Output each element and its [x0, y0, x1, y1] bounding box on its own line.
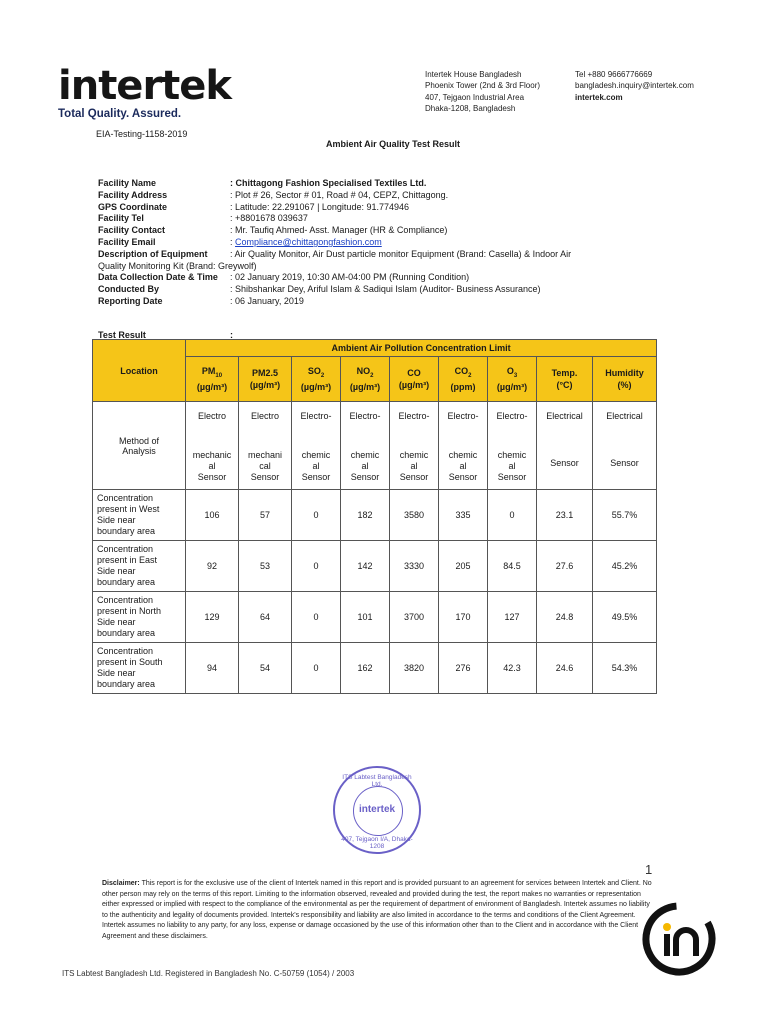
method-line: Electrical [546, 410, 583, 421]
info-value: : 02 January 2019, 10:30 AM-04:00 PM (Running Condition) [230, 272, 470, 283]
location-line: boundary area [97, 526, 156, 536]
band-header: Ambient Air Pollution Concentration Limit [186, 340, 657, 357]
method-cell [488, 402, 537, 490]
info-value: : Latitude: 22.291067 | Longitude: 91.774946 [230, 201, 409, 212]
info-label: Facility Email [98, 236, 156, 247]
column-subscript: 3 [513, 372, 518, 379]
location-line: Concentration [97, 493, 154, 503]
company-address [425, 69, 540, 114]
facility-email-link[interactable]: Compliance@chittagongfashion.com [235, 236, 382, 247]
location-line: Concentration [97, 595, 154, 605]
column-name: O [506, 365, 514, 376]
tagline: Total Quality. Assured. [58, 108, 182, 120]
method-line: al [312, 460, 320, 471]
column-unit: (µg/m³) [300, 382, 332, 393]
value-cell: 142 [341, 541, 390, 592]
info-row-email [98, 237, 658, 249]
value-cell: 92 [186, 541, 239, 592]
method-line: Electro- [447, 410, 479, 421]
value-cell: 57 [239, 490, 292, 541]
info-row-facility-name [98, 178, 658, 190]
info-value-continued: Quality Monitoring Kit (Brand: Greywolf) [98, 260, 257, 271]
method-line: Electrical [606, 410, 643, 421]
method-line: Sensor [448, 471, 478, 482]
column-unit: (µg/m³) [349, 382, 381, 393]
method-cell-text [392, 409, 436, 483]
column-header [439, 357, 488, 402]
method-line-group [294, 450, 338, 483]
method-line-group [441, 450, 485, 483]
page-number: 1 [645, 862, 653, 877]
column-header [186, 357, 239, 402]
column-unit: (°C) [556, 380, 573, 390]
seal-center-text: intertek [358, 804, 396, 815]
method-label-line: Analysis [122, 445, 156, 456]
value-cell: 49.5% [593, 592, 657, 643]
method-line: al [208, 460, 216, 471]
info-row-collection [98, 272, 658, 284]
table-body [93, 402, 657, 694]
column-unit: (µg/m³) [196, 382, 228, 393]
column-name: CO [454, 365, 469, 376]
location-line: boundary area [97, 577, 156, 587]
value-cell: 129 [186, 592, 239, 643]
info-row-contact [98, 225, 658, 237]
method-line: Electro [250, 410, 279, 421]
info-label: Facility Tel [98, 213, 144, 224]
company-tel: Tel +880 9666776669 [575, 70, 653, 79]
method-row [93, 402, 657, 490]
location-line: present in North [97, 606, 162, 616]
column-name: PM2.5 [251, 368, 278, 378]
value-cell: 54.3% [593, 643, 657, 694]
value-cell: 3700 [390, 592, 439, 643]
column-header [341, 357, 390, 402]
method-line: chemic [448, 449, 478, 460]
address-line: 407, Tejgaon Industrial Area [425, 92, 525, 102]
value-cell: 24.8 [537, 592, 593, 643]
intertek-in-badge-icon [640, 900, 718, 978]
column-unit: (µg/m³) [496, 382, 528, 393]
method-cell [186, 402, 239, 490]
report-reference: EIA-Testing-1158-2019 [96, 129, 188, 139]
location-cell [93, 490, 186, 541]
value-cell: 170 [439, 592, 488, 643]
method-line: al [361, 460, 369, 471]
column-name: Temp. [551, 368, 578, 378]
info-value: : Chittagong Fashion Specialised Textiles Ltd. [230, 178, 427, 188]
method-cell-text [441, 409, 485, 483]
method-line: chemic [301, 449, 331, 460]
info-label: Facility Address [98, 189, 168, 200]
test-result-colon: : [230, 330, 233, 340]
column-unit: (µg/m³) [249, 380, 281, 390]
location-line: boundary area [97, 679, 156, 689]
column-header [537, 357, 593, 402]
value-cell: 55.7% [593, 490, 657, 541]
value-cell: 276 [439, 643, 488, 694]
value-cell: 0 [292, 490, 341, 541]
value-cell: 127 [488, 592, 537, 643]
table-row [93, 643, 657, 694]
method-cell [439, 402, 488, 490]
method-line: al [459, 460, 467, 471]
info-row-conducted [98, 284, 658, 296]
method-line: Electro- [349, 410, 381, 421]
info-label: GPS Coordinate [98, 201, 168, 212]
location-line: Side near [97, 668, 136, 678]
location-line: Concentration [97, 544, 154, 554]
value-cell: 0 [292, 592, 341, 643]
disclaimer [102, 879, 656, 942]
location-line: Side near [97, 515, 136, 525]
address-line: Dhaka-1208, Bangladesh [425, 103, 516, 113]
test-result-label: Test Result [98, 330, 146, 340]
location-line: present in East [97, 555, 158, 565]
method-line: chemic [399, 449, 429, 460]
column-header [292, 357, 341, 402]
method-cell-text [595, 409, 654, 483]
location-cell [93, 541, 186, 592]
info-value: : Plot # 26, Sector # 01, Road # 04, CEPZ, Chittagong. [230, 189, 449, 200]
info-label: Reporting Date [98, 295, 163, 306]
info-row-facility-address [98, 190, 658, 202]
method-cell [593, 402, 657, 490]
info-label: Conducted By [98, 284, 160, 295]
value-cell: 182 [341, 490, 390, 541]
info-label: Data Collection Date & Time [98, 272, 218, 283]
seal-ring-bottom-text: 407, Tejgaon I/A, Dhaka-1208 [341, 836, 413, 850]
table-header-band [93, 340, 657, 357]
column-subscript: 2 [370, 372, 374, 379]
method-line: Sensor [301, 471, 331, 482]
location-line: present in South [97, 657, 163, 667]
method-cell-text [294, 409, 338, 483]
value-cell: 3580 [390, 490, 439, 541]
method-line: mechanic [192, 449, 232, 460]
value-cell: 0 [488, 490, 537, 541]
location-cell [93, 592, 186, 643]
method-cell [537, 402, 593, 490]
value-cell: 0 [292, 541, 341, 592]
location-line: Side near [97, 617, 136, 627]
method-line: Sensor [610, 457, 639, 468]
column-name: PM [201, 365, 216, 376]
value-cell: 45.2% [593, 541, 657, 592]
value-cell: 335 [439, 490, 488, 541]
info-row-equipment [98, 249, 658, 261]
method-cell [390, 402, 439, 490]
method-line-group [490, 450, 534, 483]
method-line: chemic [350, 449, 380, 460]
method-line: al [410, 460, 418, 471]
column-unit: (µg/m³) [398, 380, 430, 390]
location-line: present in West [97, 504, 160, 514]
column-subscript: 10 [215, 372, 223, 379]
info-row-tel [98, 213, 658, 225]
value-cell: 54 [239, 643, 292, 694]
info-label: Facility Name [98, 178, 157, 188]
company-email: bangladesh.inquiry@intertek.com [575, 81, 694, 91]
method-line: chemic [497, 449, 527, 460]
value-cell: 162 [341, 643, 390, 694]
info-value: : Mr. Taufiq Ahmed- Asst. Manager (HR & Compliance) [230, 225, 448, 236]
column-subscript: 2 [468, 372, 472, 379]
method-line: Sensor [550, 457, 579, 468]
method-line: Electro- [398, 410, 430, 421]
value-cell: 94 [186, 643, 239, 694]
method-cell-text [343, 409, 387, 483]
method-cell-text [241, 409, 289, 483]
table-row [93, 541, 657, 592]
info-row-gps [98, 202, 658, 214]
value-cell: 24.6 [537, 643, 593, 694]
method-line-group [392, 450, 436, 483]
address-line: Intertek House Bangladesh [425, 70, 522, 79]
info-label: Description of Equipment [98, 248, 208, 259]
method-cell [341, 402, 390, 490]
email-colon: : [230, 236, 233, 247]
column-header [239, 357, 292, 402]
value-cell: 53 [239, 541, 292, 592]
company-contact [575, 69, 694, 103]
method-line: Electro [197, 410, 226, 421]
method-cell-text [539, 409, 590, 483]
column-name: NO [356, 365, 371, 376]
value-cell: 27.6 [537, 541, 593, 592]
company-seal-stamp [333, 766, 421, 854]
info-value [230, 237, 658, 249]
address-line: Phoenix Tower (2nd & 3rd Floor) [425, 81, 541, 91]
method-line: Sensor [497, 471, 527, 482]
value-cell: 205 [439, 541, 488, 592]
table-row [93, 490, 657, 541]
info-label: Facility Contact [98, 225, 166, 236]
method-line-group [241, 450, 289, 483]
column-header [593, 357, 657, 402]
disclaimer-label: Disclaimer: [102, 880, 140, 887]
info-value: : +8801678 039637 [230, 213, 308, 224]
column-name: SO [307, 365, 321, 376]
column-header [488, 357, 537, 402]
info-row-reporting [98, 296, 658, 308]
method-cell-text [188, 409, 236, 483]
table-row [93, 592, 657, 643]
method-cell [292, 402, 341, 490]
location-header: Location [93, 340, 186, 402]
method-line: Sensor [350, 471, 380, 482]
value-cell: 0 [292, 643, 341, 694]
info-value: : Air Quality Monitor, Air Dust particle monitor Equipment (Brand: Casella) & Indoor Air [230, 248, 572, 259]
method-line: mechani [247, 449, 283, 460]
location-line: Side near [97, 566, 136, 576]
method-label-line: Method of [118, 435, 160, 446]
value-cell: 106 [186, 490, 239, 541]
method-label-cell [93, 402, 186, 490]
method-cell-text [490, 409, 534, 483]
value-cell: 3330 [390, 541, 439, 592]
method-line-group [343, 450, 387, 483]
seal-ring-text: ITS Labtest Bangladesh Ltd. [342, 774, 412, 788]
column-name: Humidity [605, 368, 644, 378]
location-line: boundary area [97, 628, 156, 638]
value-cell: 42.3 [488, 643, 537, 694]
value-cell: 3820 [390, 643, 439, 694]
method-line: Electro- [300, 410, 332, 421]
air-quality-table [92, 339, 657, 694]
value-cell: 101 [341, 592, 390, 643]
method-line: Electro- [496, 410, 528, 421]
location-line: Concentration [97, 646, 154, 656]
method-line: Sensor [250, 471, 280, 482]
value-cell: 23.1 [537, 490, 593, 541]
document-title: Ambient Air Quality Test Result [325, 139, 461, 149]
value-cell: 64 [239, 592, 292, 643]
column-unit: (%) [617, 380, 632, 390]
method-line: cal [259, 460, 271, 471]
method-cell [239, 402, 292, 490]
footer-registration: ITS Labtest Bangladesh Ltd. Registered in Bangladesh No. C-50759 (1054) / 2003 [62, 969, 355, 978]
column-unit: (ppm) [450, 382, 476, 393]
method-line: Sensor [197, 471, 227, 482]
facility-info [98, 178, 658, 308]
company-website: intertek.com [575, 92, 623, 102]
info-value: : Shibshankar Dey, Ariful Islam & Sadiqui Islam (Auditor- Business Assurance) [230, 284, 541, 295]
column-subscript: 2 [320, 372, 325, 379]
info-value: : 06 January, 2019 [230, 295, 304, 306]
column-header [390, 357, 439, 402]
disclaimer-text: This report is for the exclusive use of the client of Intertek named in this report and is provided pursuant to an agreement for services between Intertek and Client. No other person may rely on the terms of this report. Limiting to the information observed, revealed and provided during the test, the report makes no warranties or representation either expressed or implied with respect to the compliance of the environmental as per the requirement of department of environment of Bangladesh. Intertek assumes no liability to the authenticity and legality of documents provided. Intertek's responsibility and liability are also limited in accordance to the terms and conditions of the Client Agreement. Intertek assumes no liability to any party, for any loss, expense or damage occasioned by the use of this information other than to the Client and in accordance with the Client Agreement and these disclaimers. [102, 880, 652, 940]
intertek-logo: intertek [58, 63, 232, 109]
method-line: al [508, 460, 516, 471]
column-name: CO [407, 368, 421, 378]
location-cell [93, 643, 186, 694]
value-cell: 84.5 [488, 541, 537, 592]
method-line: Sensor [399, 471, 429, 482]
method-line-group [188, 450, 236, 483]
